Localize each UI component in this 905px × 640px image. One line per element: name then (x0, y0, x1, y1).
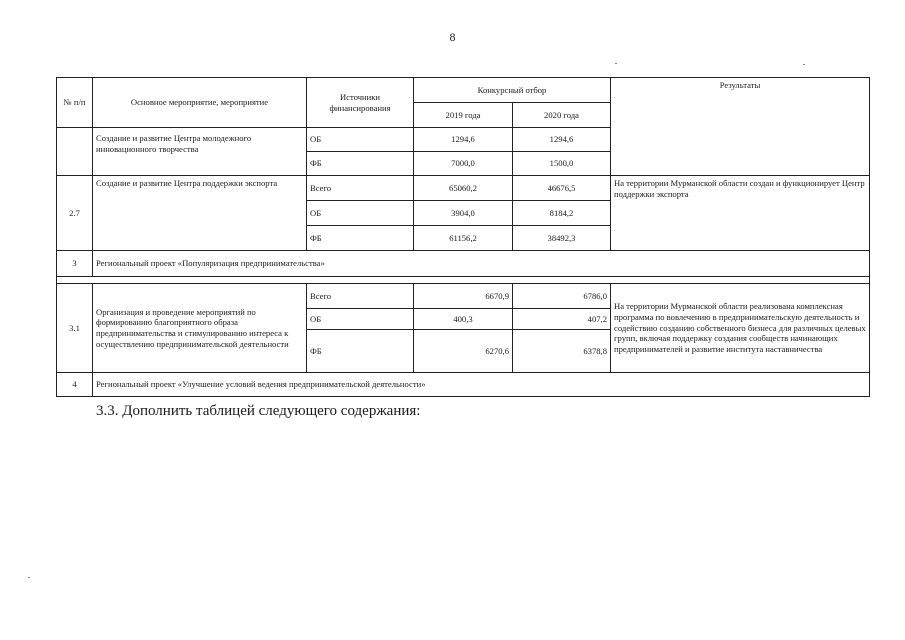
section-title: Региональный проект «Улучшение условий ведения предпринимательской деятельности» (93, 373, 870, 397)
value-2020: 6786,0 (513, 284, 611, 309)
value-2019: 65060,2 (414, 176, 513, 201)
budget-table (56, 77, 870, 397)
section-title: Региональный проект «Популяризация предпринимательства» (93, 251, 870, 277)
source-cell: ФБ (307, 330, 414, 373)
source-cell: Всего (307, 176, 414, 201)
table-section-row (57, 373, 870, 397)
value-2020: 1294,6 (513, 128, 611, 152)
scan-speck (615, 63, 617, 64)
source-cell: Всего (307, 284, 414, 309)
row-number: 4 (57, 373, 93, 397)
header-activity: Основное мероприятие, мероприятие (93, 78, 307, 128)
value-2019: 1294,6 (414, 128, 513, 152)
activity-popularization: Организация и проведение мероприятий по формированию благоприятного образа предпринимательства и стимулированию интереса к осуществлению предпринимательской деятельности (93, 284, 307, 373)
row-number: 3.1 (57, 284, 93, 373)
num-cell-empty (57, 128, 93, 176)
value-2019: 400,3 (414, 309, 513, 330)
source-cell: ФБ (307, 226, 414, 251)
value-2020: 1500,0 (513, 152, 611, 176)
header-year-2020: 2020 года (513, 103, 611, 128)
activity-export-center: Создание и развитие Центра поддержки экспорта (93, 176, 307, 251)
table-row (57, 176, 870, 201)
activity-youth-center: Создание и развитие Центра молодежного инновационного творчества (93, 128, 307, 176)
instruction-text: 3.3. Дополнить таблицей следующего содержания: (96, 403, 421, 419)
header-year-2019: 2019 года (414, 103, 513, 128)
value-2020: 8184,2 (513, 201, 611, 226)
source-cell: ФБ (307, 152, 414, 176)
header-competition: Конкурсный отбор (414, 78, 611, 103)
header-results: Результаты (611, 78, 870, 176)
row-number: 2.7 (57, 176, 93, 251)
source-cell: ОБ (307, 128, 414, 152)
value-2020: 407,2 (513, 309, 611, 330)
table-spacer-row (57, 277, 870, 284)
value-2019: 6270,6 (414, 330, 513, 373)
table-section-row (57, 251, 870, 277)
value-2020: 6378,8 (513, 330, 611, 373)
scan-speck (803, 64, 805, 65)
source-cell: ОБ (307, 201, 414, 226)
value-2019: 6670,9 (414, 284, 513, 309)
spacer-cell (57, 277, 870, 284)
table-header-row (57, 78, 870, 103)
value-2020: 46676,5 (513, 176, 611, 201)
page-number: 8 (449, 30, 456, 44)
value-2020: 38492,3 (513, 226, 611, 251)
header-num: № п/п (57, 78, 93, 128)
results-export-center: На территории Мурманской области создан и функционирует Центр поддержки экспорта (611, 176, 870, 251)
row-number: 3 (57, 251, 93, 277)
scan-speck (28, 577, 30, 578)
table-row (57, 284, 870, 309)
value-2019: 7000,0 (414, 152, 513, 176)
results-popularization: На территории Мурманской области реализована комплексная программа по вовлечению в предпринимательскую деятельность и содействию созданию собственного бизнеса для различных целевых групп, включая поддержку создания сообществ начинающих предпринимателей и развитие института наставничества (611, 284, 870, 373)
header-sources: Источники финансирования (307, 78, 414, 128)
source-cell: ОБ (307, 309, 414, 330)
value-2019: 3904,0 (414, 201, 513, 226)
value-2019: 61156,2 (414, 226, 513, 251)
